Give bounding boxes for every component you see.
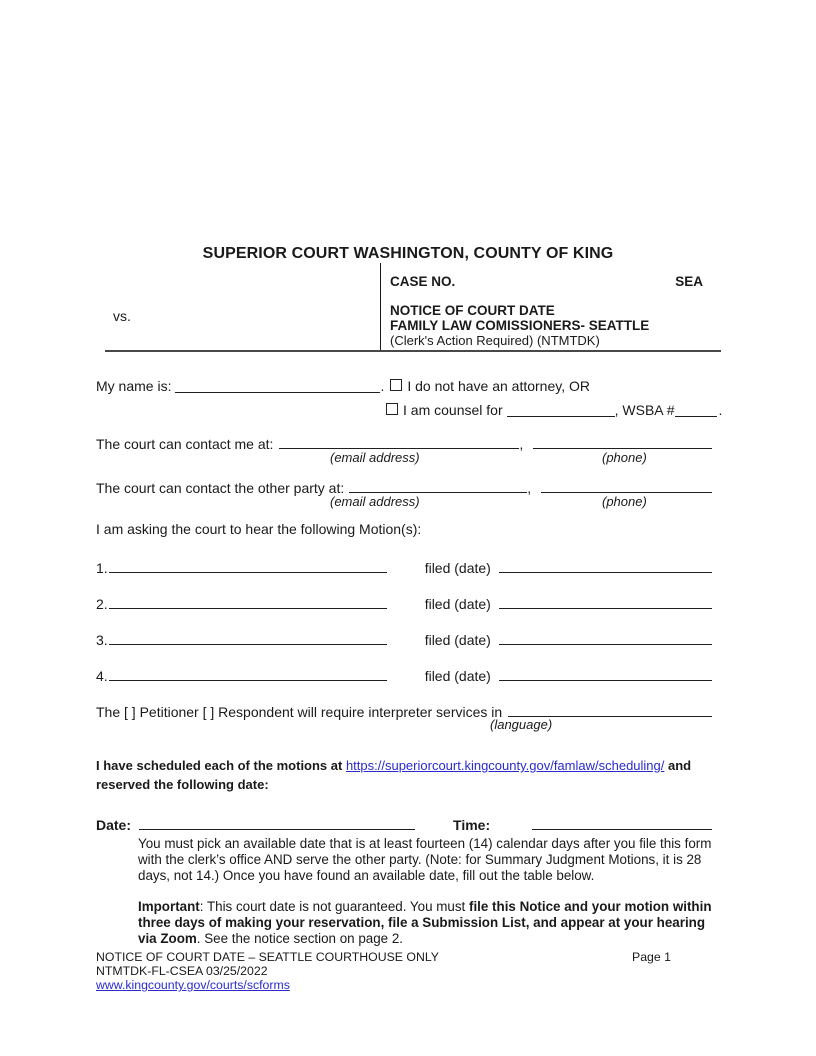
counsel-row xyxy=(96,401,723,419)
important-note xyxy=(138,899,718,948)
filed-date-label: filed (date) xyxy=(424,632,491,648)
language-hint: (language) xyxy=(490,717,553,732)
filed-date-label: filed (date) xyxy=(424,560,491,576)
doc-title-line1: NOTICE OF COURT DATE xyxy=(390,303,555,318)
other-phone-blank[interactable] xyxy=(541,477,712,493)
motion-title-blank[interactable] xyxy=(109,593,387,609)
phone-hint: (phone) xyxy=(602,450,647,465)
motion-number: 2. xyxy=(96,596,108,612)
filed-date-blank[interactable] xyxy=(499,593,712,609)
instruction-line: with the clerk’s office AND serve the other party. (Note: for Summary Judgment Motions, it is 28 xyxy=(138,852,702,868)
scheduling-link[interactable]: https://superiorcourt.kingcounty.gov/famlaw/scheduling/ xyxy=(345,758,665,773)
instruction-line: days, not 14.) Once you have found an available date, fill out the table below. xyxy=(138,868,595,884)
my-name-label: My name is: xyxy=(96,378,172,394)
important-label: Important xyxy=(138,899,200,914)
important-line xyxy=(138,915,718,931)
scheduling-suffix: and xyxy=(664,758,692,773)
scheduling-statement xyxy=(96,757,716,794)
language-blank[interactable] xyxy=(508,701,712,717)
interpreter-row xyxy=(96,701,712,721)
comma: , xyxy=(519,436,524,452)
pick-date-instructions xyxy=(138,836,718,885)
filed-date-blank[interactable] xyxy=(499,629,712,645)
motion-row xyxy=(96,665,712,685)
caption-party-column xyxy=(105,263,380,350)
filed-date-blank[interactable] xyxy=(499,665,712,681)
vs-label: vs. xyxy=(113,308,131,324)
counsel-name-blank[interactable] xyxy=(507,401,615,417)
wsba-number-blank[interactable] xyxy=(675,401,717,417)
footer-link[interactable]: www.kingcounty.gov/courts/scforms xyxy=(96,978,290,992)
other-email-blank[interactable] xyxy=(349,477,527,493)
time-label: Time: xyxy=(453,817,491,833)
no-attorney-label: I do not have an attorney, OR xyxy=(407,378,590,394)
case-no-label: CASE NO. xyxy=(390,274,456,289)
counsel-end-period: . xyxy=(718,402,723,418)
motion-row xyxy=(96,629,712,649)
counsel-label: I am counsel for xyxy=(403,402,503,418)
filed-date-label: filed (date) xyxy=(424,668,491,684)
phone-hint: (phone) xyxy=(602,494,647,509)
footer-form-name-row xyxy=(96,950,716,964)
footer-link-row xyxy=(96,978,716,992)
court-code: SEA xyxy=(675,274,703,289)
period: . xyxy=(380,378,385,394)
important-text: . See the notice section on page 2. xyxy=(196,931,403,947)
interpreter-statement: The [ ] Petitioner [ ] Respondent will require interpreter services in xyxy=(96,704,503,720)
important-bold-text: via Zoom xyxy=(138,931,197,947)
motion-number: 3. xyxy=(96,632,108,648)
court-title: SUPERIOR COURT WASHINGTON, COUNTY OF KING xyxy=(202,245,614,262)
filed-date-blank[interactable] xyxy=(499,557,712,573)
no-attorney-checkbox[interactable] xyxy=(390,379,402,391)
scheduling-line2: reserved the following date: xyxy=(96,776,269,792)
page-number: Page 1 xyxy=(632,950,671,964)
caption-title-column xyxy=(380,263,721,350)
motion-title-blank[interactable] xyxy=(109,665,387,681)
footer-form-name: NOTICE OF COURT DATE – SEATTLE COURTHOUSE ONLY xyxy=(96,950,439,964)
motion-title-blank[interactable] xyxy=(109,629,387,645)
my-phone-blank[interactable] xyxy=(533,433,712,449)
scheduling-prefix: I have scheduled each of the motions at xyxy=(96,758,346,773)
comma: , xyxy=(527,480,532,496)
instruction-line: You must pick an available date that is at least fourteen (14) calendar days after you file this form xyxy=(138,836,712,851)
motion-number: 1. xyxy=(96,560,108,576)
filed-date-label: filed (date) xyxy=(424,596,491,612)
motion-row xyxy=(96,557,712,577)
motions-intro: I am asking the court to hear the following Motion(s): xyxy=(96,521,422,537)
contact-me-label: The court can contact me at: xyxy=(96,436,274,452)
name-blank[interactable] xyxy=(175,377,380,393)
email-hint: (email address) xyxy=(330,494,420,509)
motion-row xyxy=(96,593,712,613)
important-bold-text: file this Notice and your motion within xyxy=(468,899,712,914)
footer-form-id: NTMTDK-FL-CSEA 03/25/2022 xyxy=(96,964,268,978)
contact-other-label: The court can contact the other party at: xyxy=(96,480,345,496)
wsba-label: , WSBA # xyxy=(614,402,675,418)
counsel-checkbox[interactable] xyxy=(386,403,398,415)
motion-number: 4. xyxy=(96,668,108,684)
important-line xyxy=(138,899,718,915)
important-bold-text: three days of making your reservation, file a Submission List, and appear at your hearing xyxy=(138,915,706,931)
doc-title-line2: FAMILY LAW COMISSIONERS- SEATTLE xyxy=(390,318,650,333)
date-blank[interactable] xyxy=(139,814,415,830)
case-caption xyxy=(105,263,721,352)
email-hint: (email address) xyxy=(330,450,420,465)
motion-title-blank[interactable] xyxy=(109,557,387,573)
my-email-blank[interactable] xyxy=(279,433,519,449)
date-time-row xyxy=(96,814,712,834)
important-text: : This court date is not guaranteed. You must xyxy=(199,899,469,914)
important-line xyxy=(138,931,718,947)
date-label: Date: xyxy=(96,817,132,833)
name-row xyxy=(96,377,712,395)
doc-subtitle: (Clerk's Action Required) (NTMTDK) xyxy=(390,333,600,348)
time-blank[interactable] xyxy=(532,814,712,830)
